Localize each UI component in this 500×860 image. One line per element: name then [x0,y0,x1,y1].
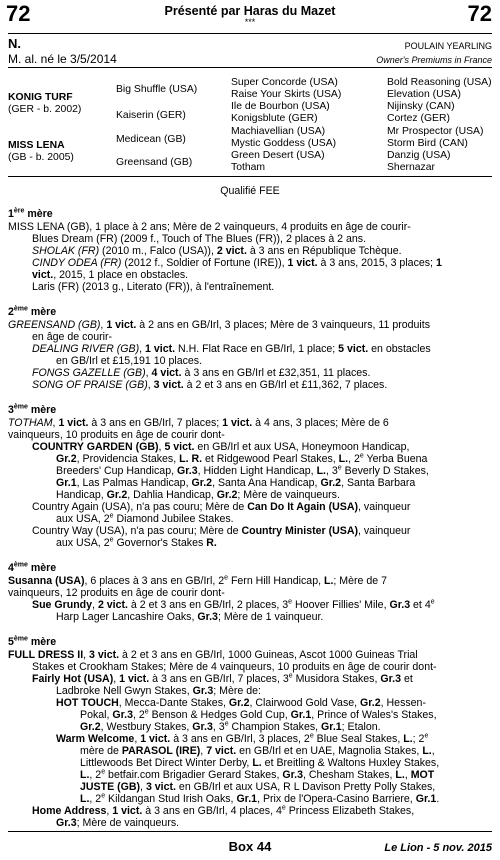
paragraph: Country Way (USA), n'a pas couru; Mère de Country Minister (USA), vainqueur [32,525,411,537]
paragraph: Sue Grundy, 2 vict. à 2 et 3 ans en GB/Irl, 2 places, 3e Hoover Fillies' Mile, Gr.3 et 4e [32,598,435,611]
paragraph: Gr.3; Mère de vainqueurs. [56,817,180,829]
qualification: Qualifié FEE [220,185,280,197]
paragraph: Susanna (USA), 6 places à 3 ans en GB/Irl, 2e Fern Hill Handicap, L.; Mère de 7 [8,574,387,587]
paragraph: Ladbroke Nell Gwyn Stakes, Gr.3; Mère de: [56,685,261,697]
stars: *** [244,17,256,27]
paragraph: Laris (FR) (2013 g., Literato (FR)), à l'entraînement. [32,281,275,293]
pedigree-g3: Green Desert (USA) [231,150,325,161]
paragraph: JUSTE (GB), 3 vict. en GB/Irl et aux USA, R L Davison Pretty Polly Stakes, [80,781,436,793]
pedigree-g3: Totham [231,162,266,173]
paragraph: Home Address, 1 vict. à 3 ans en GB/Irl, 4 places, 4e Princess Elizabeth Stakes, [32,804,415,817]
paragraph: DEALING RIVER (GB), 1 vict. N.H. Flat Race en GB/Irl, 1 place; 5 vict. en obstacles [32,343,431,355]
paragraph: Gr.2, Providencia Stakes, L. R. et Ridgewood Pearl Stakes, L., 2e Yerba Buena [56,452,428,465]
pedigree-g2: Big Shuffle (USA) [116,84,198,95]
divider [8,176,492,177]
paragraph: aux USA, 2e Diamond Jubilee Stakes. [56,512,234,525]
pedigree-g3: Super Concorde (USA) [231,77,338,88]
paragraph: CINDY ODEA (FR) (2012 f., Soldier of Fortune (IRE)), 1 vict. à 3 ans, 2015, 3 places; 1 [32,257,442,269]
paragraph: SHOLAK (FR) (2010 m., Falco (USA)), 2 vict. à 3 ans en République Tchèque. [32,245,402,257]
paragraph: Blues Dream (FR) (2009 f., Touch of The Blues (FR)), 2 places à 2 ans. [32,233,367,245]
paragraph: SONG OF PRAISE (GB), 3 vict. à 2 et 3 ans en GB/Irl et £11,362, 7 places. [32,379,388,391]
paragraph: Fairly Hot (USA), 1 vict. à 3 ans en GB/Irl, 7 places, 3e Musidora Stakes, Gr.3 et [32,672,413,685]
paragraph: MISS LENA (GB), 1 place à 2 ans; Mère de 2 vainqueurs, 4 produits en âge de courir- [8,221,411,233]
paragraph: Warm Welcome, 1 vict. à 3 ans en GB/Irl, 3 places, 2e Blue Seal Stakes, L.; 2e [56,732,429,745]
divider [8,33,492,34]
pedigree-g4: Mr Prospector (USA) [387,126,484,137]
divider [8,831,492,832]
pedigree-g2: Greensand (GB) [116,157,193,168]
pedigree-g3: Konigsblute (GER) [231,113,318,124]
lot-number: 72 [6,1,31,26]
horse-name: N. [8,36,21,51]
paragraph: Littlewoods Bet Direct Winter Derby, L. et Breitling & Waltons Huxley Stakes, [80,757,440,769]
paragraph: aux USA, 2e Governor's Stakes R. [56,536,217,549]
section-heading-fourth-dam: 4ème mère [8,561,57,574]
divider [8,67,492,68]
box-number: Box 44 [228,839,272,854]
category: POULAIN YEARLING [404,41,492,51]
paragraph: Breeders' Cup Handicap, Gr.3, Hidden Light Handicap, L., 3e Beverly D Stakes, [56,464,429,477]
pedigree-g2: Medicean (GB) [116,134,186,145]
paragraph: COUNTRY GARDEN (GB), 5 vict. en GB/Irl et aux USA, Honeymoon Handicap, [32,441,410,453]
lot-number-right: 72 [467,1,492,26]
pedigree-g3: Machiavellian (USA) [231,126,326,137]
presenter-line: Présenté par Haras du Mazet [164,4,336,18]
paragraph: GREENSAND (GB), 1 vict. à 2 ans en GB/Irl, 3 places; Mère de 3 vainqueurs, 11 produits [8,319,431,331]
paragraph: L., 2e betfair.com Brigadier Gerard Stakes, Gr.3, Chesham Stakes, L., MOT [80,768,435,781]
pedigree-g4: Danzig (USA) [387,150,451,161]
section-heading-fifth-dam: 5ème mère [8,635,57,648]
sire-info: (GER - b. 2002) [8,104,82,115]
paragraph: Gr.2, Westbury Stakes, Gr.3, 3e Champion Stakes, Gr.1; Etalon. [80,720,381,733]
paragraph: Pokal, Gr.3, 2e Benson & Hedges Gold Cup, Gr.1, Prince of Wales's Stakes, [80,708,437,721]
pedigree-g4: Shernazar [387,162,435,173]
dam-name: MISS LENA [8,140,65,151]
sire-name: KONIG TURF [8,92,73,103]
paragraph: Stakes et Crookham Stakes; Mère de 4 vainqueurs, 10 produits en âge de courir dont- [32,661,437,673]
pedigree-g3: Mystic Goddess (USA) [231,138,337,149]
paragraph: vainqueurs, 10 produits en âge de courir dont- [8,429,225,441]
paragraph: vict., 2015, 1 place en obstacles. [32,269,189,281]
paragraph: FONGS GAZELLE (GB), 4 vict. à 3 ans en GB/Irl et £32,351, 11 places. [32,367,371,379]
pedigree-g4: Storm Bird (CAN) [387,138,468,149]
pedigree-g3: Ile de Bourbon (USA) [231,101,330,112]
paragraph: L., 2e Kildangan Stud Irish Oaks, Gr.1, Prix de l'Opera-Casino Barriere, Gr.1. [80,792,440,805]
paragraph: Harp Lager Lancashire Oaks, Gr.3; Mère de 1 vainqueur. [56,611,324,623]
pedigree-g2: Kaiserin (GER) [116,110,186,121]
pedigree-g3: Raise Your Skirts (USA) [231,89,342,100]
dam-info: (GB - b. 2005) [8,152,74,163]
paragraph: en GB/Irl et £15,191 10 places. [56,355,203,367]
pedigree-g4: Nijinsky (CAN) [387,101,455,112]
pedigree-g4: Cortez (GER) [387,113,450,124]
paragraph: Gr.1, Las Palmas Handicap, Gr.2, Santa Ana Handicap, Gr.2, Santa Barbara [56,477,416,489]
paragraph: Handicap, Gr.2, Dahlia Handicap, Gr.2; Mère de vainqueurs. [56,489,340,501]
paragraph: FULL DRESS II, 3 vict. à 2 et 3 ans en GB/Irl, 1000 Guineas, Ascot 1000 Guineas Trial [8,649,418,661]
sale-info: Le Lion - 5 nov. 2015 [384,842,492,854]
paragraph: mère de PARASOL (IRE), 7 vict. en GB/Irl et en UAE, Magnolia Stakes, L., [80,745,435,757]
section-heading-second-dam: 2ème mère [8,305,57,318]
paragraph: vainqueurs, 12 produits en âge de courir dont- [8,587,225,599]
paragraph: Country Again (USA), n'a pas couru; Mère de Can Do It Again (USA), vainqueur [32,501,411,513]
horse-description: M. al. né le 3/5/2014 [8,52,117,66]
paragraph: HOT TOUCH, Mecca-Dante Stakes, Gr.2, Clairwood Gold Vase, Gr.2, Hessen- [56,697,426,709]
section-heading-third-dam: 3ème mère [8,403,57,416]
pedigree-g4: Elevation (USA) [387,89,461,100]
pedigree-g4: Bold Reasoning (USA) [387,77,492,88]
section-heading-first-dam: 1ère mère [8,207,53,220]
paragraph: en âge de courir- [32,331,113,343]
premium-note: Owner's Premiums in France [376,55,492,65]
paragraph: TOTHAM, 1 vict. à 3 ans en GB/Irl, 7 places; 1 vict. à 4 ans, 3 places; Mère de 6 [8,417,389,429]
